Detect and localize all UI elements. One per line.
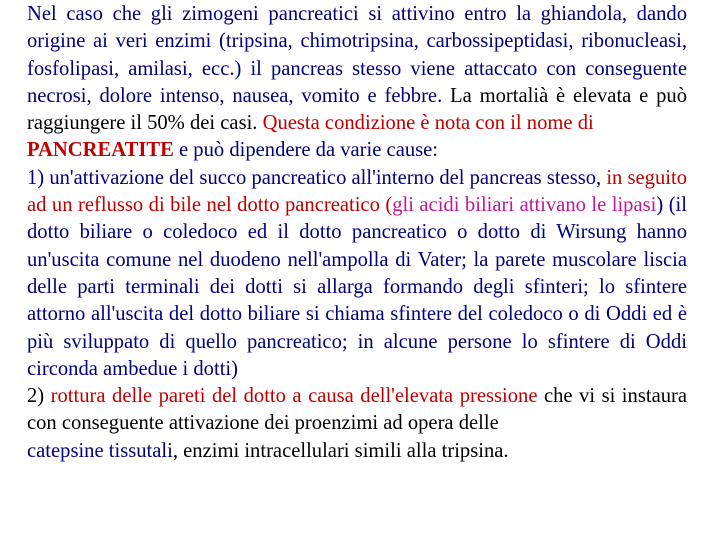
text-cause-2-cathepsins: catepsine tissutali (27, 439, 173, 462)
text-causes: e può dipendere da varie cause: (173, 139, 439, 162)
text-cause-1-bile-acids: gli acidi biliari attivano le lipasi (392, 194, 657, 217)
text-zymogen-activation: Nel caso che gli zimogeni pancreatici si attivino entro la ghiandola, dando origine ai veri enzimi (tripsina, chimotripsina, carbossipeptidasi, ribonucleasi, fosfolipasi, amilasi, ecc.) il pancreas stesso viene attaccato con conseguente necrosi, dolore intenso, nausea, vomito e febbre. (27, 3, 687, 107)
text-mortality: La mortalià è elevata e può raggiungere il 50% dei casi. (27, 84, 687, 135)
text-condition-name: Questa condizione è nota con il nome di (257, 112, 594, 135)
paragraph-cause-2 (27, 383, 687, 465)
term-pancreatite: PANCREATITE (27, 139, 174, 162)
text-cause-2-number: 2) (27, 385, 45, 408)
text-cause-1-anatomy: ) (il dotto biliare o coledoco ed il dotto pancreatico o dotto di Wirsung hanno un'uscita comune nel duodeno nell'ampolla di Vater; la parete muscolare liscia delle parti terminali dei dotti si allarga formando degli sfinteri; lo sfintere attorno all'uscita del dotto biliare si chiama sfintere del coledoco o di Oddi ed è più sviluppato di quello pancreatico; in alcune persone lo sfintere di Oddi circonda ambedue i dotti) (27, 194, 687, 380)
paragraph-cause-1 (27, 165, 687, 383)
text-body (27, 1, 687, 465)
text-cause-2-rupture: rottura delle pareti del dotto a causa dell'elevata pressione (44, 385, 538, 408)
paragraph-intro (27, 1, 687, 165)
text-cause-1-reflux: in seguito ad un reflusso di bile nel dotto pancreatico ( (27, 166, 687, 217)
text-cause-2-activation: che vi si instaura con conseguente attivazione dei proenzimi ad opera delle (27, 385, 687, 435)
text-cause-2-enzymes: , enzimi intracellulari simili alla tripsina. (172, 439, 509, 462)
text-cause-1-activation: 1) un'attivazione del succo pancreatico all'interno del pancreas stesso, (27, 166, 602, 189)
